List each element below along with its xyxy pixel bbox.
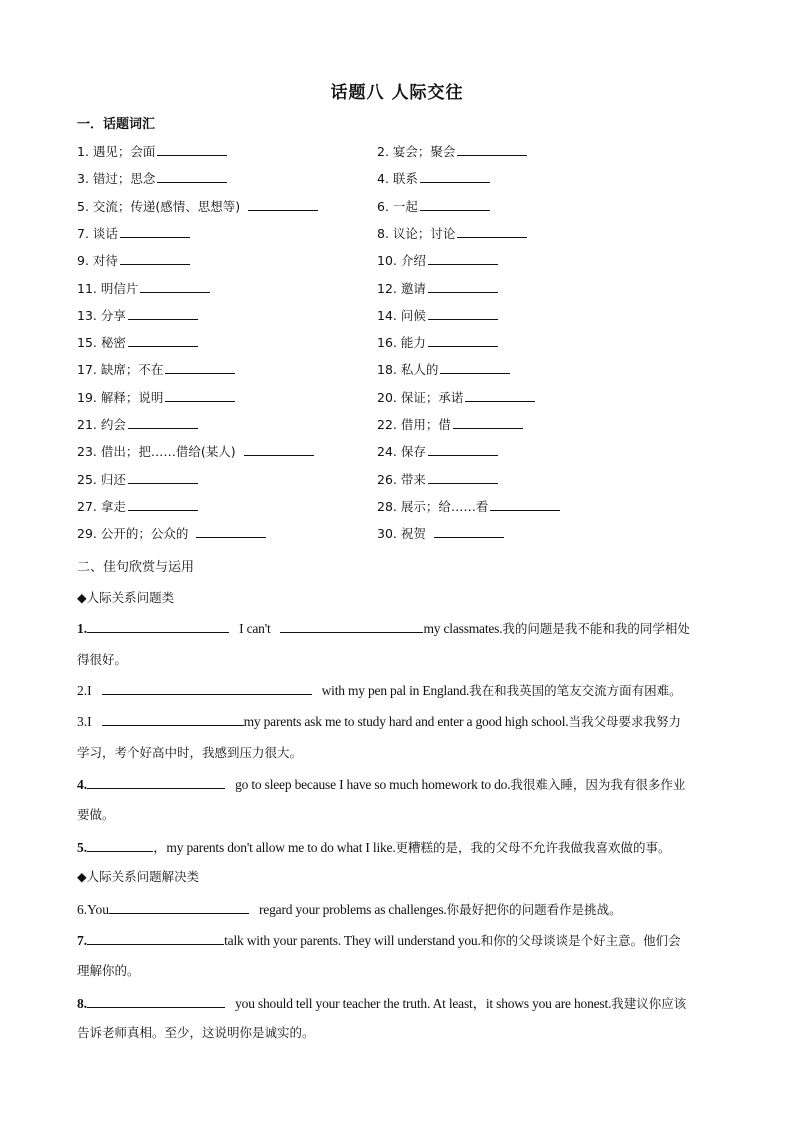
vocab-label: 17. 缺席；不在 [77,362,164,377]
answer-blank[interactable] [102,680,312,695]
vocab-item [77,278,210,297]
sentence-number: 8. [77,996,88,1011]
sentence-number: 5. [77,840,88,855]
vocab-label: 8. 议论；讨论 [377,226,456,241]
page-title: 话题八 人际交往 [330,83,464,103]
vocab-label: 29. 公开的；公众的 [77,526,189,541]
vocab-answer-blank[interactable] [128,414,198,429]
vocab-answer-blank[interactable] [434,523,504,538]
vocab-item [77,387,235,406]
vocab-item [77,414,198,433]
vocab-label: 7. 谈话 [77,226,118,241]
vocab-answer-blank[interactable] [244,441,314,456]
vocab-item [77,223,190,242]
vocab-item [77,469,198,488]
vocab-item [77,250,190,269]
vocab-item [77,359,235,378]
sentence-english: with my pen pal in England. [321,683,470,698]
vocab-item [77,523,266,542]
vocab-answer-blank[interactable] [465,387,535,402]
answer-blank[interactable] [280,618,423,633]
vocab-answer-blank[interactable] [457,223,527,238]
vocab-item [77,141,227,160]
vocab-label: 22. 借用；借 [377,417,451,432]
sentence-1 [77,618,690,637]
sentence-number: 1. [77,621,88,636]
vocab-answer-blank[interactable] [157,141,227,156]
vocab-item [377,305,498,324]
vocab-label: 1. 遇见；会面 [77,144,156,159]
vocab-item [377,332,498,351]
vocab-answer-blank[interactable] [428,332,498,347]
vocab-label: 6. 一起 [377,199,418,214]
vocab-item [377,168,490,187]
vocab-label: 11. 明信片 [77,281,139,296]
vocab-answer-blank[interactable] [196,523,266,538]
vocab-label: 3. 错过；思念 [77,171,156,186]
sentence-english: ，my parents don't allow me to do what I like. [153,840,396,855]
vocab-label: 10. 介绍 [377,253,426,268]
sentence-8 [77,992,686,1012]
vocab-item [377,278,498,297]
vocab-label: 15. 秘密 [77,335,126,350]
vocab-item [77,168,227,187]
sentence-number: 4. [77,777,88,792]
vocab-item [377,496,560,515]
sentence-6 [77,899,622,918]
sentence-4 [77,774,685,793]
vocab-item [377,223,527,242]
sentence-chinese: 我的问题是我不能和我的同学相处 [502,621,690,636]
vocab-answer-blank[interactable] [440,359,510,374]
vocab-item [77,441,314,460]
section-sentences-heading: 二、佳句欣赏与运用 [77,560,195,575]
sentence-english: talk with your parents. They will understand you. [224,933,481,948]
vocab-label: 26. 带来 [377,472,426,487]
vocab-item [377,387,535,406]
vocab-answer-blank[interactable] [248,196,318,211]
vocab-answer-blank[interactable] [457,141,527,156]
vocab-label: 25. 归还 [77,472,126,487]
vocab-item [377,469,498,488]
vocab-answer-blank[interactable] [128,332,198,347]
vocab-item [77,332,198,351]
vocab-label: 9. 对待 [77,253,118,268]
vocab-label: 23. 借出；把……借给(某人) [77,444,236,459]
sentence-3 [77,711,681,730]
sentence-chinese: 我在和我英国的笔友交流方面有困难。 [469,683,682,698]
vocab-label: 12. 邀请 [377,281,426,296]
answer-blank[interactable] [109,899,249,914]
vocab-answer-blank[interactable] [120,223,190,238]
sentence-4-continuation: 要做。 [77,807,115,822]
vocab-label: 28. 展示；给……看 [377,499,489,514]
vocab-answer-blank[interactable] [165,359,235,374]
vocab-answer-blank[interactable] [420,168,490,183]
vocab-answer-blank[interactable] [490,496,560,511]
vocab-answer-blank[interactable] [420,196,490,211]
vocab-item [77,196,318,215]
vocab-answer-blank[interactable] [453,414,523,429]
vocab-item [377,141,527,160]
sentence-english: you should tell your teacher the truth. At least，it shows you are honest. [235,996,612,1011]
vocab-label: 16. 能力 [377,335,426,350]
answer-blank[interactable] [87,993,225,1008]
sentence-1-continuation: 得很好。 [77,652,128,667]
vocab-answer-blank[interactable] [428,278,498,293]
vocab-item [377,414,523,433]
sentence-english: I can't [239,621,271,636]
answer-blank[interactable] [87,837,153,852]
vocab-label: 2. 宴会；聚会 [377,144,456,159]
sentence-number: 2.I [77,683,92,698]
vocab-label: 19. 解释；说明 [77,390,164,405]
vocab-label: 13. 分享 [77,308,126,323]
sentence-english: regard your problems as challenges. [259,902,447,917]
vocab-answer-blank[interactable] [140,278,210,293]
sentence-english: go to sleep because I have so much homework to do. [235,777,511,792]
section-vocabulary-heading: 一．话题词汇 [77,117,156,132]
category-solutions: ◆人际关系问题解决类 [77,869,200,884]
sentence-5 [77,836,671,856]
category-problems: ◆人际关系问题类 [77,590,175,605]
vocab-answer-blank[interactable] [428,441,498,456]
vocab-answer-blank[interactable] [157,168,227,183]
vocab-label: 21. 约会 [77,417,126,432]
sentence-english: my classmates. [423,621,503,636]
vocab-answer-blank[interactable] [128,305,198,320]
sentence-chinese: 和你的父母谈谈是个好主意。他们会 [480,933,681,948]
sentence-chinese: 当我父母要求我努力 [568,714,681,729]
sentence-3-continuation: 学习，考个好高中时，我感到压力很大。 [77,745,303,760]
vocab-label: 20. 保证；承诺 [377,390,464,405]
vocab-item [377,250,498,269]
vocab-label: 5. 交流；传递(感情、思想等) [77,199,241,214]
vocab-answer-blank[interactable] [165,387,235,402]
vocab-answer-blank[interactable] [428,469,498,484]
answer-blank[interactable] [102,711,244,726]
vocab-answer-blank[interactable] [128,496,198,511]
vocab-item [377,523,504,542]
sentence-number: 6.You [77,902,110,917]
vocab-answer-blank[interactable] [428,305,498,320]
vocab-label: 18. 私人的 [377,362,439,377]
vocab-item [377,359,510,378]
sentence-chinese: 我很难入睡，因为我有很多作业 [510,777,686,792]
answer-blank[interactable] [87,774,225,789]
answer-blank[interactable] [87,618,229,633]
vocab-label: 4. 联系 [377,171,418,186]
sentence-8-continuation: 告诉老师真相。至少，这说明你是诚实的。 [77,1025,315,1040]
vocab-label: 27. 拿走 [77,499,126,514]
vocab-item [77,305,198,324]
vocab-label: 14. 问候 [377,308,426,323]
sentence-number: 3.I [77,714,92,729]
vocab-answer-blank[interactable] [128,469,198,484]
sentence-chinese: 你最好把你的问题看作是挑战。 [446,902,622,917]
vocab-item [377,196,490,215]
sentence-chinese: 我建议你应该 [611,996,687,1011]
sentence-7-continuation: 理解你的。 [77,963,140,978]
sentence-number: 7. [77,933,88,948]
vocab-label: 24. 保存 [377,444,426,459]
answer-blank[interactable] [87,930,224,945]
vocab-answer-blank[interactable] [428,250,498,265]
vocab-label: 30. 祝贺 [377,526,426,541]
sentence-2 [77,680,682,699]
sentence-7 [77,930,681,949]
vocab-answer-blank[interactable] [120,250,190,265]
vocab-item [377,441,498,460]
vocab-item [77,496,198,515]
sentence-chinese: 更糟糕的是，我的父母不允许我做我喜欢做的事。 [395,840,671,855]
sentence-english: my parents ask me to study hard and enter a good high school. [243,714,569,729]
